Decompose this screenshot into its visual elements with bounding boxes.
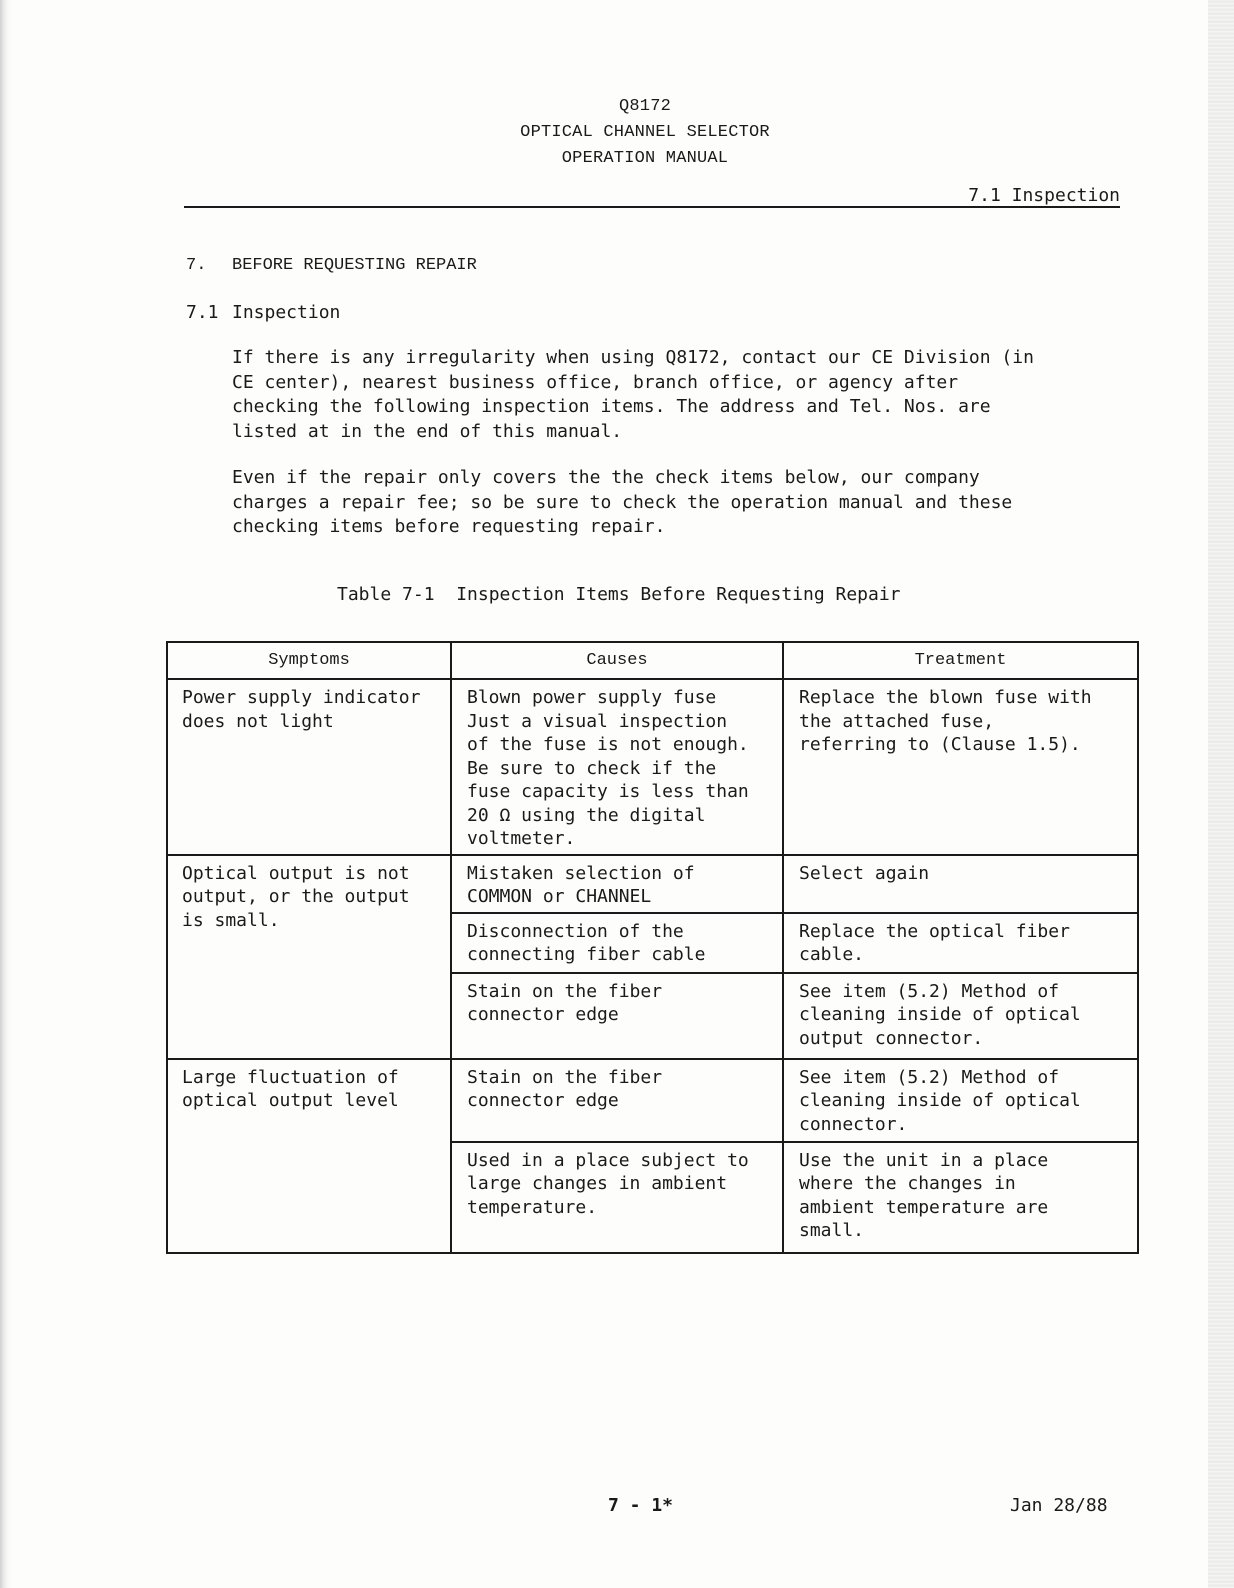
header-treatment: Treatment — [783, 642, 1138, 679]
treatment-cell: Replace the optical fiber cable. — [783, 913, 1138, 973]
cause-cell: Blown power supply fuse Just a visual inspection of the fuse is not enough. Be sure to check if the fuse capacity is less than 20 Ω using the digital voltmeter. — [451, 679, 783, 855]
manual-title: OPERATION MANUAL — [561, 149, 729, 168]
scan-right-edge — [1208, 0, 1234, 1588]
header-causes: Causes — [451, 642, 783, 679]
scan-left-edge — [0, 0, 12, 1588]
table-row — [167, 855, 1138, 913]
subsection-title: Inspection — [232, 302, 341, 323]
revision-date: Jan 28/88 — [1010, 1495, 1108, 1516]
page-number: 7 - 1* — [608, 1495, 674, 1516]
cause-cell: Disconnection of the connecting fiber cable — [451, 913, 783, 973]
section-number: 7. — [186, 256, 207, 275]
subsection-number: 7.1 — [186, 302, 219, 323]
paragraph-repair-fee: Even if the repair only covers the the check items below, our company charges a repair fee; so be sure to check the operation manual and these checking items before requesting repair. — [232, 467, 1013, 537]
document-header — [0, 94, 1234, 172]
treatment-cell: Use the unit in a place where the changes in ambient temperature are small. — [783, 1142, 1138, 1253]
table-row — [167, 1059, 1138, 1142]
treatment-cell: Replace the blown fuse with the attached fuse, referring to (Clause 1.5). — [783, 679, 1138, 855]
subsection-heading — [186, 301, 340, 325]
inspection-table — [166, 641, 1139, 1254]
model-number: Q8172 — [618, 97, 671, 116]
cause-cell: Stain on the fiber connector edge — [451, 973, 783, 1059]
treatment-cell: See item (5.2) Method of cleaning inside of optical output connector. — [783, 973, 1138, 1059]
cause-cell: Used in a place subject to large changes in ambient temperature. — [451, 1142, 783, 1253]
header-symptoms: Symptoms — [167, 642, 451, 679]
section-title: BEFORE REQUESTING REPAIR — [232, 256, 477, 275]
treatment-cell: Select again — [783, 855, 1138, 913]
treatment-cell: See item (5.2) Method of cleaning inside of optical connector. — [783, 1059, 1138, 1142]
table-caption: Table 7-1 Inspection Items Before Requesting Repair — [337, 584, 901, 605]
symptom-cell: Large fluctuation of optical output level — [167, 1059, 451, 1253]
section-heading — [186, 254, 477, 278]
cause-cell: Mistaken selection of COMMON or CHANNEL — [451, 855, 783, 913]
product-name: OPTICAL CHANNEL SELECTOR — [520, 123, 770, 142]
symptom-cell: Power supply indicator does not light — [167, 679, 451, 855]
paragraph-contact: If there is any irregularity when using Q8172, contact our CE Division (in CE center), nearest business office, branch office, or agency after checking the following inspection items. The address and Tel. Nos. are listed at in the end of this manual. — [232, 347, 1034, 442]
table-row — [167, 679, 1138, 855]
cause-cell: Stain on the fiber connector edge — [451, 1059, 783, 1142]
section-reference: 7.1 Inspection — [968, 185, 1120, 206]
symptom-cell: Optical output is not output, or the output is small. — [167, 855, 451, 1059]
header-rule — [184, 206, 1120, 208]
table-header-row — [167, 642, 1138, 679]
